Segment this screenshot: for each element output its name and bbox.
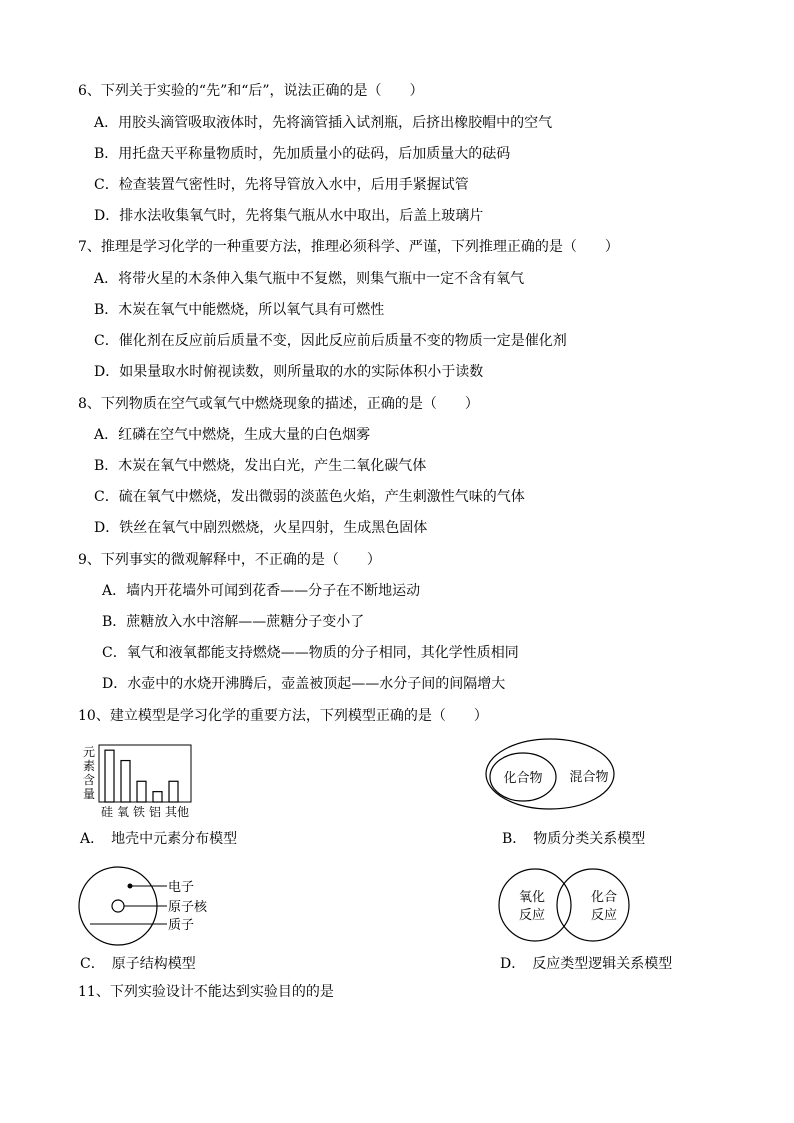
figure-d-oxidation-circle	[499, 869, 571, 941]
figure-a-bar-model	[80, 742, 200, 822]
figure-a-bar-3	[137, 781, 146, 802]
question-7-stem: 7、推理是学习化学的一种重要方法，推理必须科学、严谨，下列推理正确的是（ ）	[78, 239, 619, 255]
question-7-option-d: D．如果量取水时俯视读数，则所量取的水的实际体积小于读数	[94, 364, 484, 380]
figure-b-inner-label: 化合物	[503, 771, 543, 786]
figure-a-tick-label-2: 氧	[117, 805, 130, 819]
question-8-option-b: B．木炭在氧气中燃烧，发出白光，产生二氧化碳气体	[94, 458, 427, 474]
figure-a-ylabel-4: 量	[83, 787, 96, 801]
question-8-option-c: C．硫在氧气中燃烧，发出微弱的淡蓝色火焰，产生刺激性气味的气体	[94, 489, 525, 505]
figure-d-right-label-1: 化合	[590, 890, 618, 905]
question-9-option-c: C．氧气和液氧都能支持燃烧——物质的分子相同，其化学性质相同	[102, 645, 519, 661]
figure-d-reaction-model	[497, 862, 637, 948]
question-6-stem: 6、下列关于实验的“先”和“后”，说法正确的是（ ）	[78, 83, 424, 99]
question-7-option-c: C．催化剂在反应前后质量不变，因此反应前后质量不变的物质一定是催化剂	[94, 333, 567, 349]
figure-a-ylabel-2: 素	[83, 759, 96, 773]
figure-d-left-label-2: 反应	[518, 908, 546, 923]
figure-a-ylabel-3: 含	[83, 773, 96, 787]
figure-b-outer-label: 混合物	[569, 770, 609, 785]
question-6-option-d: D．排水法收集氧气时，先将集气瓶从水中取出，后盖上玻璃片	[94, 208, 484, 224]
figure-b-caption: B． 物质分类关系模型	[502, 831, 646, 847]
figure-a-bar-2	[121, 761, 130, 802]
question-7-option-b: B．木炭在氧气中能燃烧，所以氧气具有可燃性	[94, 302, 385, 318]
figure-a-ylabel-1: 元	[83, 745, 96, 759]
question-9-option-a: A．墙内开花墙外可闻到花香——分子在不断地运动	[102, 583, 421, 599]
question-11-stem: 11、下列实验设计不能达到实验目的的是	[78, 984, 334, 1000]
question-9-option-d: D．水壶中的水烧开沸腾后，壶盖被顶起——水分子间的间隔增大	[102, 676, 506, 692]
figure-d-right-label-2: 反应	[590, 908, 618, 923]
figure-c-nucleus-label: 原子核	[168, 900, 208, 915]
figure-d-combination-circle	[557, 869, 629, 941]
figure-a-tick-label-4: 铝	[149, 805, 162, 819]
question-10-stem: 10、建立模型是学习化学的重要方法，下列模型正确的是（ ）	[78, 708, 488, 724]
question-8-stem: 8、下列物质在空气或氧气中燃烧现象的描述，正确的是（ ）	[78, 396, 479, 412]
question-9-option-b: B．蔗糖放入水中溶解——蔗糖分子变小了	[102, 614, 365, 630]
figure-a-tick-label-3: 铁	[133, 805, 146, 819]
figure-a-bar-4	[153, 792, 162, 802]
question-8-option-d: D．铁丝在氧气中剧烈燃烧，火星四射，生成黑色固体	[94, 520, 428, 536]
figure-a-frame	[99, 745, 191, 802]
question-8-option-a: A．红磷在空气中燃烧，生成大量的白色烟雾	[94, 427, 371, 443]
figure-b-classification-model	[484, 736, 619, 812]
figure-d-left-label-1: 氧化	[518, 890, 546, 905]
question-7-option-a: A．将带火星的木条伸入集气瓶中不复燃，则集气瓶中一定不含有氧气	[94, 271, 525, 287]
figure-a-caption: A． 地壳中元素分布模型	[80, 831, 238, 847]
figure-c-atom-model	[78, 864, 238, 950]
figure-c-caption: C． 原子结构模型	[80, 956, 196, 972]
figure-d-caption: D． 反应类型逻辑关系模型	[500, 956, 673, 972]
figure-a-tick-label-5: 其他	[165, 805, 190, 819]
figure-c-proton-label: 质子	[168, 918, 195, 933]
question-6-option-a: A．用胶头滴管吸取液体时，先将滴管插入试剂瓶，后挤出橡胶帽中的空气	[94, 115, 553, 131]
figure-a-bar-5	[169, 781, 178, 802]
figure-c-electron-label: 电子	[168, 880, 195, 895]
question-9-stem: 9、下列事实的微观解释中，不正确的是（ ）	[78, 552, 381, 568]
figure-a-bar-1	[105, 750, 114, 802]
figure-c-nucleus	[112, 900, 124, 912]
question-6-option-b: B．用托盘天平称量物质时，先加质量小的砝码，后加质量大的砝码	[94, 146, 511, 162]
figure-a-tick-label-1: 硅	[101, 805, 114, 819]
question-6-option-c: C．检查装置气密性时，先将导管放入水中，后用手紧握试管	[94, 177, 469, 193]
